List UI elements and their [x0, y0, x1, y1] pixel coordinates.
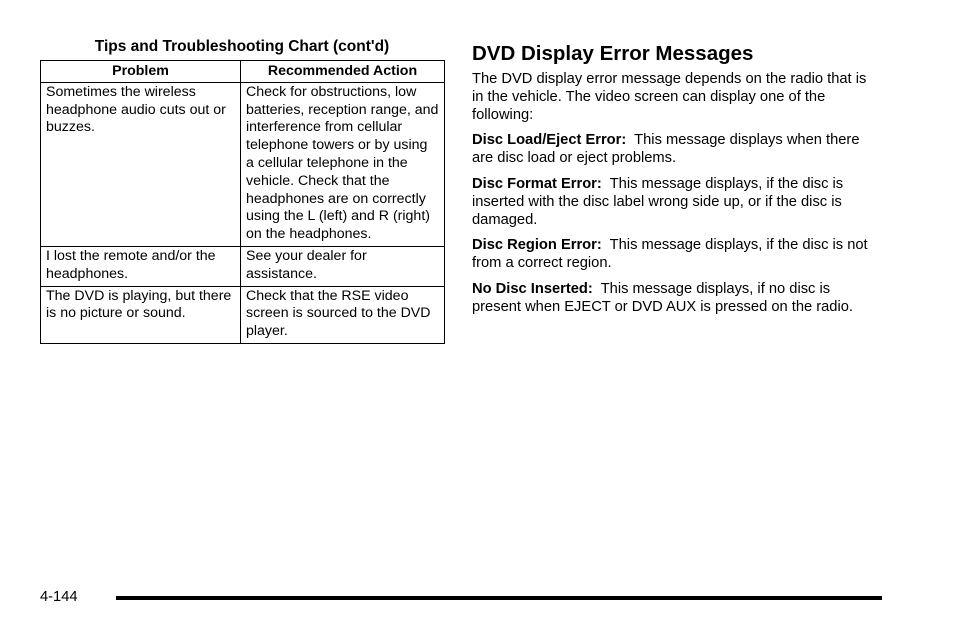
troubleshooting-table — [40, 60, 445, 344]
error-term: Disc Load/Eject Error: — [472, 132, 627, 149]
problem-cell: I lost the remote and/or the headphones. — [41, 246, 241, 286]
problem-cell: Sometimes the wireless headphone audio cuts out or buzzes. — [41, 82, 241, 246]
troubleshooting-chart — [40, 38, 444, 344]
section-title: DVD Display Error Messages — [472, 42, 754, 65]
error-description: This message displays when there are disc load or eject problems. — [472, 132, 860, 167]
error-item — [472, 281, 872, 317]
action-cell: Check for obstructions, low batteries, reception range, and interference from cellular telephone towers or by using a cellular telephone in the vehicle. Check that the headphones are on correctly using the L (left) and R (right) on the headphones. — [241, 82, 445, 246]
error-description: This message displays, if no disc is present when EJECT or DVD AUX is pressed on the radio. — [472, 280, 853, 315]
error-term: Disc Format Error: — [472, 175, 602, 192]
error-item — [472, 176, 872, 229]
error-item — [472, 132, 872, 168]
error-description: This message displays, if the disc is not from a correct region. — [472, 237, 868, 272]
error-term: No Disc Inserted: — [472, 280, 593, 297]
table-row — [41, 286, 445, 343]
error-term: Disc Region Error: — [472, 237, 602, 254]
dvd-error-section — [472, 42, 872, 325]
page-number: 4-144 — [40, 589, 78, 605]
action-cell: See your dealer for assistance. — [241, 246, 445, 286]
table-caption: Tips and Troubleshooting Chart (cont'd) — [94, 38, 390, 55]
header-problem: Problem — [41, 61, 241, 83]
error-description: This message displays, if the disc is inserted with the disc label wrong side up, or if the disc is damaged. — [472, 175, 844, 228]
table-header-row — [41, 61, 445, 83]
table-row — [41, 246, 445, 286]
footer-rule — [116, 596, 882, 600]
header-recommended-action: Recommended Action — [241, 61, 445, 83]
error-item — [472, 237, 872, 273]
table-row — [41, 82, 445, 246]
intro-paragraph: The DVD display error message depends on the radio that is in the vehicle. The video screen can display one of the following: — [472, 71, 867, 123]
action-cell: Check that the RSE video screen is sourced to the DVD player. — [241, 286, 445, 343]
problem-cell: The DVD is playing, but there is no picture or sound. — [41, 286, 241, 343]
